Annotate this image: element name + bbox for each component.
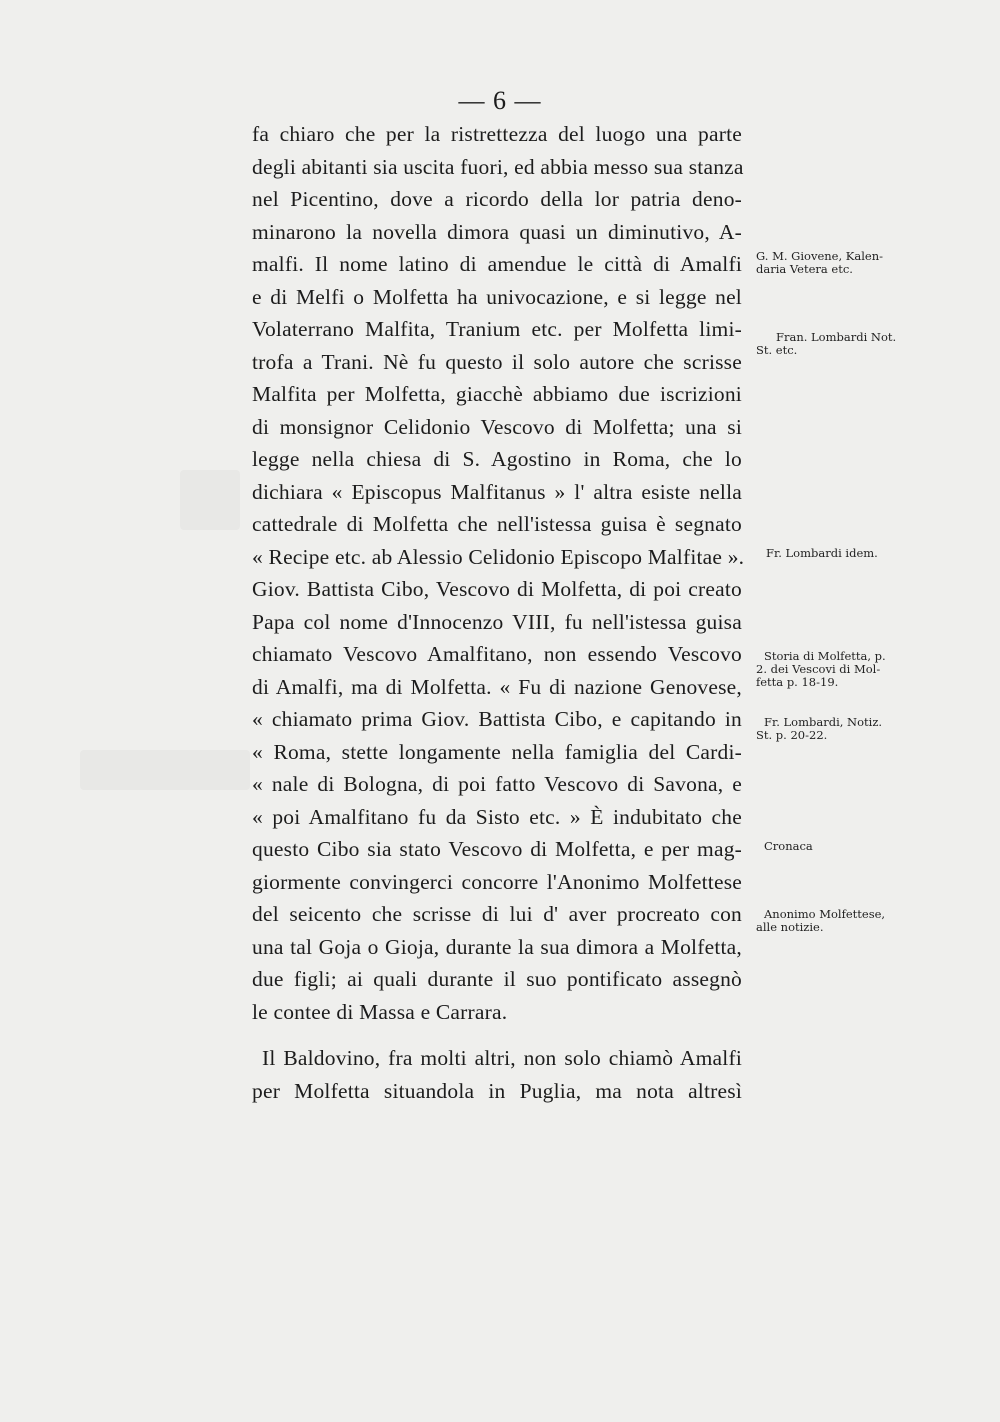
margin-note-line: G. M. Giovene, Kalen-: [756, 249, 884, 263]
margin-note: [756, 650, 926, 689]
text-line: dichiara « Episcopus Malfitanus » l' altra esiste nella: [252, 479, 742, 504]
text-line: nel Picentino, dove a ricordo della lor patria deno-: [252, 187, 742, 211]
text-line: trofa a Trani. Nè fu questo il solo autore che scrisse: [252, 349, 742, 374]
text-line: Il Baldovino, fra molti altri, non solo chiamò Amalfi: [262, 1046, 742, 1070]
margin-note: [756, 840, 926, 853]
margin-note-line: Fr. Lombardi, Notiz.: [764, 715, 883, 729]
text-line: una tal Goja o Gioja, durante la sua dimora a Molfetta,: [252, 934, 742, 959]
margin-note-line: fetta p. 18-19.: [756, 675, 839, 689]
margin-note-line: Cronaca: [764, 839, 813, 853]
body-text: [252, 118, 745, 1107]
margin-note-line: Anonimo Molfettese,: [764, 907, 886, 921]
text-line: di Amalfi, ma di Molfetta. « Fu di nazione Genovese,: [252, 674, 742, 699]
text-line: per Molfetta situandola in Puglia, ma nota altresì: [252, 1078, 742, 1103]
margin-note-line: Fran. Lombardi Not.: [776, 330, 897, 344]
text-line: cattedrale di Molfetta che nell'istessa guisa è segnato: [252, 512, 742, 536]
text-line: Malfita per Molfetta, giacchè abbiamo due iscrizioni: [252, 382, 742, 406]
text-line: del seicento che scrisse di lui d' aver procreato con: [252, 902, 742, 926]
margin-note-line: St. etc.: [756, 343, 798, 357]
margin-note: [756, 908, 926, 934]
text-line: « nale di Bologna, di poi fatto Vescovo di Savona, e: [252, 772, 742, 796]
text-line: « Roma, stette longamente nella famiglia del Cardi-: [252, 739, 742, 764]
text-line: Volaterrano Malfita, Tranium etc. per Molfetta limi-: [252, 317, 742, 341]
paper-stain: [80, 750, 250, 790]
text-line: le contee di Massa e Carrara.: [252, 999, 508, 1024]
page-number: — 6 —: [458, 86, 542, 115]
text-line: giormente convingerci concorre l'Anonimo Molfettese: [252, 869, 742, 894]
text-line: due figli; ai quali durante il suo pontificato assegnò: [252, 967, 742, 991]
margin-note-line: St. p. 20-22.: [756, 728, 828, 742]
paragraph-gap: [252, 1028, 742, 1042]
text-line: di monsignor Celidonio Vescovo di Molfetta; una si: [252, 414, 742, 439]
text-line: questo Cibo sia stato Vescovo di Molfetta, e per mag-: [252, 837, 742, 861]
margin-note: [756, 716, 926, 742]
margin-note-line: 2. dei Vescovi di Mol-: [756, 662, 881, 676]
paper-stain: [180, 470, 240, 530]
text-line: e di Melfi o Molfetta ha univocazione, e si legge nel: [252, 284, 742, 309]
margin-note-line: daria Vetera etc.: [756, 262, 853, 276]
margin-note: [756, 331, 926, 357]
margin-note: [756, 547, 926, 560]
text-line: degli abitanti sia uscita fuori, ed abbia messo sua stanza: [252, 154, 744, 179]
text-line: « Recipe etc. ab Alessio Celidonio Episcopo Malfitae ».: [252, 544, 745, 569]
text-line: « poi Amalfitano fu da Sisto etc. » È indubitato che: [252, 804, 742, 829]
margin-note-line: alle notizie.: [756, 920, 824, 934]
margin-note-line: Storia di Molfetta, p.: [764, 649, 886, 663]
text-line: chiamato Vescovo Amalfitano, non essendo Vescovo: [252, 642, 742, 666]
text-line: « chiamato prima Giov. Battista Cibo, e capitando in: [252, 707, 742, 731]
margin-note-line: Fr. Lombardi idem.: [766, 546, 878, 560]
margin-note: [756, 250, 926, 276]
text-line: Papa col nome d'Innocenzo VIII, fu nell'istessa guisa: [252, 609, 742, 634]
text-line: minarono la novella dimora quasi un diminutivo, A-: [252, 219, 742, 244]
text-line: Giov. Battista Cibo, Vescovo di Molfetta, di poi creato: [252, 577, 742, 601]
text-line: malfi. Il nome latino di amendue le città di Amalfi: [252, 252, 742, 276]
text-line: legge nella chiesa di S. Agostino in Roma, che lo: [252, 447, 742, 471]
text-line: fa chiaro che per la ristrettezza del luogo una parte: [252, 122, 742, 146]
